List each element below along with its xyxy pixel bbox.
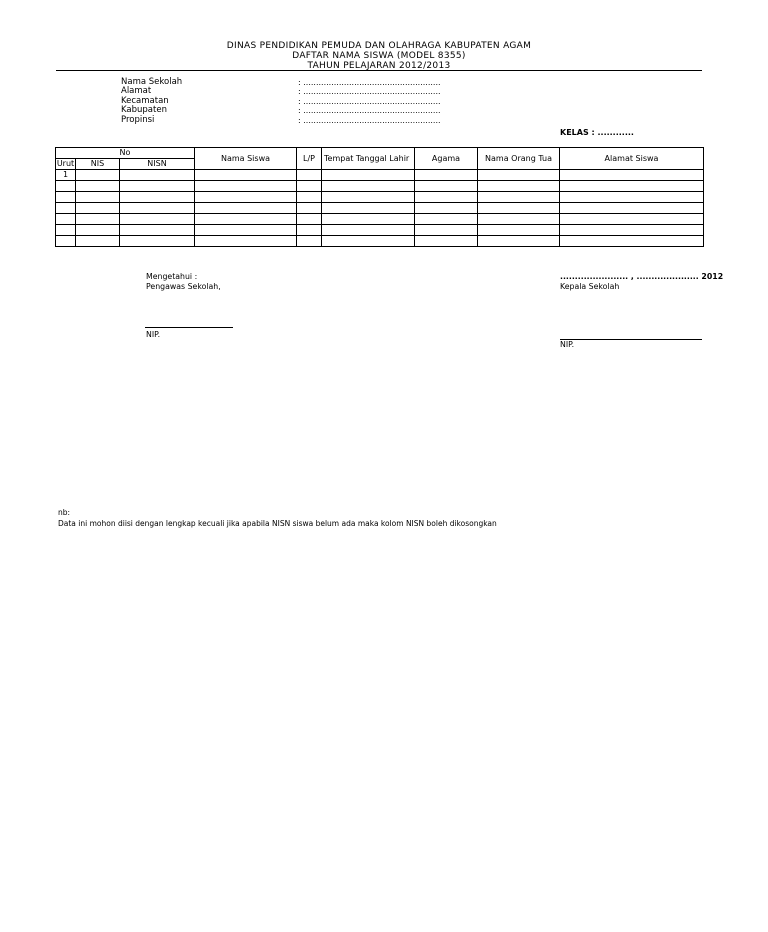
label-kabupaten: Kabupaten (121, 105, 167, 116)
label-nama-sekolah: Nama Sekolah (121, 77, 183, 87)
cell-nama[interactable] (195, 181, 297, 192)
cell-ortu[interactable] (478, 170, 560, 181)
header-agama: Agama (415, 148, 478, 170)
cell-urut (56, 236, 76, 247)
table-row (56, 203, 704, 214)
cell-urut (56, 203, 76, 214)
cell-agama[interactable] (415, 225, 478, 236)
field-kecamatan[interactable]: : ...................................................... (298, 96, 441, 106)
cell-ttl[interactable] (322, 170, 415, 181)
cell-urut (56, 181, 76, 192)
cell-ortu[interactable] (478, 203, 560, 214)
cell-ortu[interactable] (478, 181, 560, 192)
cell-nama[interactable] (195, 225, 297, 236)
table-row (56, 181, 704, 192)
cell-nis[interactable] (76, 214, 120, 225)
cell-nisn[interactable] (120, 181, 195, 192)
cell-ttl[interactable] (322, 225, 415, 236)
mengetahui-label: Mengetahui : (146, 272, 198, 281)
cell-ttl[interactable] (322, 192, 415, 203)
student-table (55, 147, 704, 247)
header-nis: NIS (76, 159, 120, 170)
cell-alamat[interactable] (560, 225, 704, 236)
note-label: nb: (58, 508, 71, 517)
cell-ortu[interactable] (478, 225, 560, 236)
cell-alamat[interactable] (560, 170, 704, 181)
cell-ttl[interactable] (322, 181, 415, 192)
cell-lp[interactable] (297, 170, 322, 181)
header-nisn: NISN (120, 159, 195, 170)
header-ttl: Tempat Tanggal Lahir (322, 148, 415, 170)
cell-ttl[interactable] (322, 236, 415, 247)
cell-nis[interactable] (76, 181, 120, 192)
cell-lp[interactable] (297, 192, 322, 203)
cell-lp[interactable] (297, 181, 322, 192)
cell-alamat[interactable] (560, 214, 704, 225)
pengawas-signature-line (145, 327, 233, 328)
cell-alamat[interactable] (560, 192, 704, 203)
label-propinsi: Propinsi (121, 114, 155, 125)
cell-nisn[interactable] (120, 214, 195, 225)
document-header (56, 41, 702, 71)
cell-ortu[interactable] (478, 192, 560, 203)
pengawas-nip: NIP. (146, 330, 161, 339)
header-title: DAFTAR NAMA SISWA (MODEL 8355) (292, 51, 466, 61)
cell-urut (56, 192, 76, 203)
cell-nama[interactable] (195, 203, 297, 214)
kepala-signature-line (560, 339, 702, 340)
note-text: Data ini mohon diisi dengan lengkap kecuali jika apabila NISN siswa belum ada maka kolom NISN boleh dikosongkan (58, 519, 497, 528)
cell-urut (56, 214, 76, 225)
header-lp: L/P (297, 148, 322, 170)
label-alamat: Alamat (121, 86, 152, 97)
header-urut: Urut (56, 159, 75, 168)
cell-lp[interactable] (297, 214, 322, 225)
cell-nama[interactable] (195, 192, 297, 203)
cell-nis[interactable] (76, 203, 120, 214)
cell-nama[interactable] (195, 170, 297, 181)
cell-lp[interactable] (297, 203, 322, 214)
cell-nisn[interactable] (120, 203, 195, 214)
pengawas-label: Pengawas Sekolah, (146, 282, 221, 291)
field-propinsi[interactable]: : ...................................................... (298, 115, 441, 125)
header-orang-tua: Nama Orang Tua (478, 148, 560, 170)
header-nama-siswa: Nama Siswa (195, 148, 297, 170)
kelas-field[interactable]: KELAS : ............ (560, 128, 634, 137)
cell-ttl[interactable] (322, 214, 415, 225)
header-year: TAHUN PELAJARAN 2012/2013 (307, 61, 451, 71)
cell-agama[interactable] (415, 236, 478, 247)
header-no: No (56, 148, 195, 159)
cell-nama[interactable] (195, 214, 297, 225)
field-kabupaten[interactable]: : ...................................................... (298, 106, 441, 116)
cell-ortu[interactable] (478, 214, 560, 225)
cell-alamat[interactable] (560, 203, 704, 214)
cell-alamat[interactable] (560, 181, 704, 192)
cell-alamat[interactable] (560, 236, 704, 247)
cell-agama[interactable] (415, 192, 478, 203)
cell-nisn[interactable] (120, 192, 195, 203)
cell-nama[interactable] (195, 236, 297, 247)
table-row (56, 225, 704, 236)
cell-ortu[interactable] (478, 236, 560, 247)
cell-nis[interactable] (76, 236, 120, 247)
label-kecamatan: Kecamatan (121, 95, 169, 106)
kepala-sekolah-label: Kepala Sekolah (560, 282, 620, 291)
cell-lp[interactable] (297, 225, 322, 236)
table-header-row (56, 148, 704, 159)
cell-agama[interactable] (415, 181, 478, 192)
kepala-nip: NIP. (560, 340, 575, 349)
field-alamat[interactable]: : ...................................................... (298, 87, 441, 97)
cell-urut (56, 225, 76, 236)
cell-nis[interactable] (76, 192, 120, 203)
cell-nisn[interactable] (120, 225, 195, 236)
table-row (56, 236, 704, 247)
cell-lp[interactable] (297, 236, 322, 247)
table-row (56, 170, 704, 181)
header-agency: DINAS PENDIDIKAN PEMUDA DAN OLAHRAGA KABUPATEN AGAM (226, 41, 532, 51)
cell-agama[interactable] (415, 203, 478, 214)
header-rule (56, 70, 702, 71)
cell-agama[interactable] (415, 170, 478, 181)
date-field[interactable]: ....................... , ..................... 2012 (560, 272, 724, 281)
table-row (56, 214, 704, 225)
header-alamat-siswa: Alamat Siswa (560, 148, 704, 170)
cell-urut: 1 (56, 170, 76, 181)
cell-nisn[interactable] (120, 170, 195, 181)
cell-nis[interactable] (76, 170, 120, 181)
cell-nisn[interactable] (120, 236, 195, 247)
field-nama-sekolah[interactable]: : ...................................................... (298, 78, 441, 87)
cell-nis[interactable] (76, 225, 120, 236)
cell-agama[interactable] (415, 214, 478, 225)
table-row (56, 192, 704, 203)
cell-ttl[interactable] (322, 203, 415, 214)
